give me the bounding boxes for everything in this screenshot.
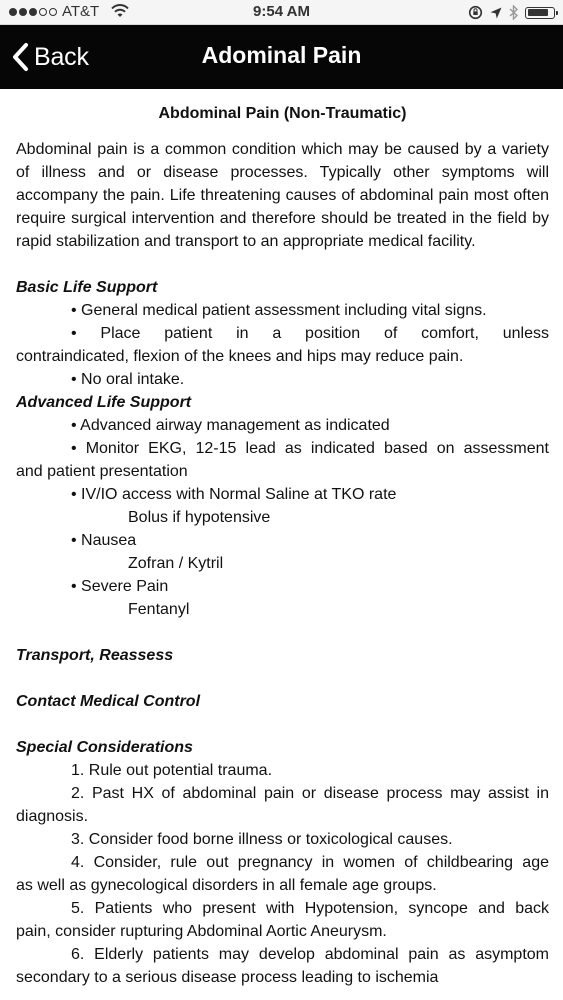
protocol-title: Abdominal Pain (Non-Traumatic): [158, 105, 407, 122]
list-item-line: • Monitor EKG, 12-15 lead as indicated based on assessment: [71, 440, 549, 457]
rotation-lock-icon: [468, 5, 483, 20]
list-item: [16, 851, 549, 874]
protocol-content[interactable]: [16, 89, 549, 1000]
list-item: [16, 782, 549, 805]
list-subitem: Fentanyl: [128, 601, 190, 618]
list-item: 3. Consider food borne illness or toxicological causes.: [71, 831, 453, 848]
list-item-line: and patient presentation: [16, 463, 188, 480]
battery-level: [528, 9, 548, 16]
list-item: • No oral intake.: [71, 371, 185, 388]
intro-paragraph: Abdominal pain is a common condition which may be caused by a variety of illness and or disease processes. Typically other symptoms will accompany the pain. Life threatening causes of abdominal pain most often require surgical intervention and therefore should be treated in the field by rapid stabilization and transport to an appropriate medical facility.: [16, 141, 549, 250]
bls-heading: Basic Life Support: [16, 279, 158, 296]
status-bar: [0, 0, 563, 25]
list-item-line: • Place patient in a position of comfort, unless: [71, 325, 549, 342]
list-item: • Advanced airway management as indicated: [71, 417, 390, 434]
bluetooth-icon: [509, 5, 518, 20]
list-item-continuation: [16, 966, 549, 989]
list-item-continuation: [16, 874, 549, 897]
list-item-line: diagnosis.: [16, 808, 89, 825]
list-item: • IV/IO access with Normal Saline at TKO rate: [71, 486, 397, 503]
contact-heading: Contact Medical Control: [16, 693, 201, 710]
list-item: 1. Rule out potential trauma.: [71, 762, 273, 779]
als-heading: Advanced Life Support: [16, 394, 192, 411]
location-icon: [490, 7, 502, 19]
list-item: • Nausea: [71, 532, 137, 549]
list-item-continuation: [16, 920, 549, 943]
special-considerations-heading: Special Considerations: [16, 739, 193, 756]
list-item-line: contraindicated, flexion of the knees and hips may reduce pain.: [16, 348, 464, 365]
list-item-line: secondary to a serious disease process leading to ischemia: [16, 969, 439, 986]
carrier-name: AT&T: [62, 3, 100, 20]
status-time: 9:54 AM: [253, 3, 310, 20]
battery-icon: [525, 7, 555, 19]
list-item-continuation: [16, 460, 549, 483]
list-item-line: 2. Past HX of abdominal pain or disease process may assist in: [71, 785, 549, 802]
list-item: [16, 322, 549, 345]
list-item-line: as well as gynecological disorders in all female age groups.: [16, 877, 437, 894]
list-item: [16, 897, 549, 920]
list-item-line: 5. Patients who present with Hypotension, syncope and back: [71, 900, 549, 917]
page-title: Adominal Pain: [201, 42, 362, 68]
list-item-line: pain, consider rupturing Abdominal Aortic Aneurysm.: [16, 923, 387, 940]
list-item: [16, 437, 549, 460]
list-item-line: 6. Elderly patients may develop abdominal pain as asymptom: [71, 946, 549, 963]
list-subitem: Zofran / Kytril: [128, 555, 224, 572]
list-item-continuation: [16, 345, 549, 368]
back-label: Back: [34, 42, 89, 71]
list-item: [16, 943, 549, 966]
list-subitem: Bolus if hypotensive: [128, 509, 271, 526]
transport-heading: Transport, Reassess: [16, 647, 174, 664]
list-item: • General medical patient assessment including vital signs.: [71, 302, 487, 319]
list-item-continuation: [16, 805, 549, 828]
list-item: • Severe Pain: [71, 578, 169, 595]
navigation-bar: [0, 25, 563, 89]
list-item-line: 4. Consider, rule out pregnancy in women of childbearing age: [71, 854, 549, 871]
